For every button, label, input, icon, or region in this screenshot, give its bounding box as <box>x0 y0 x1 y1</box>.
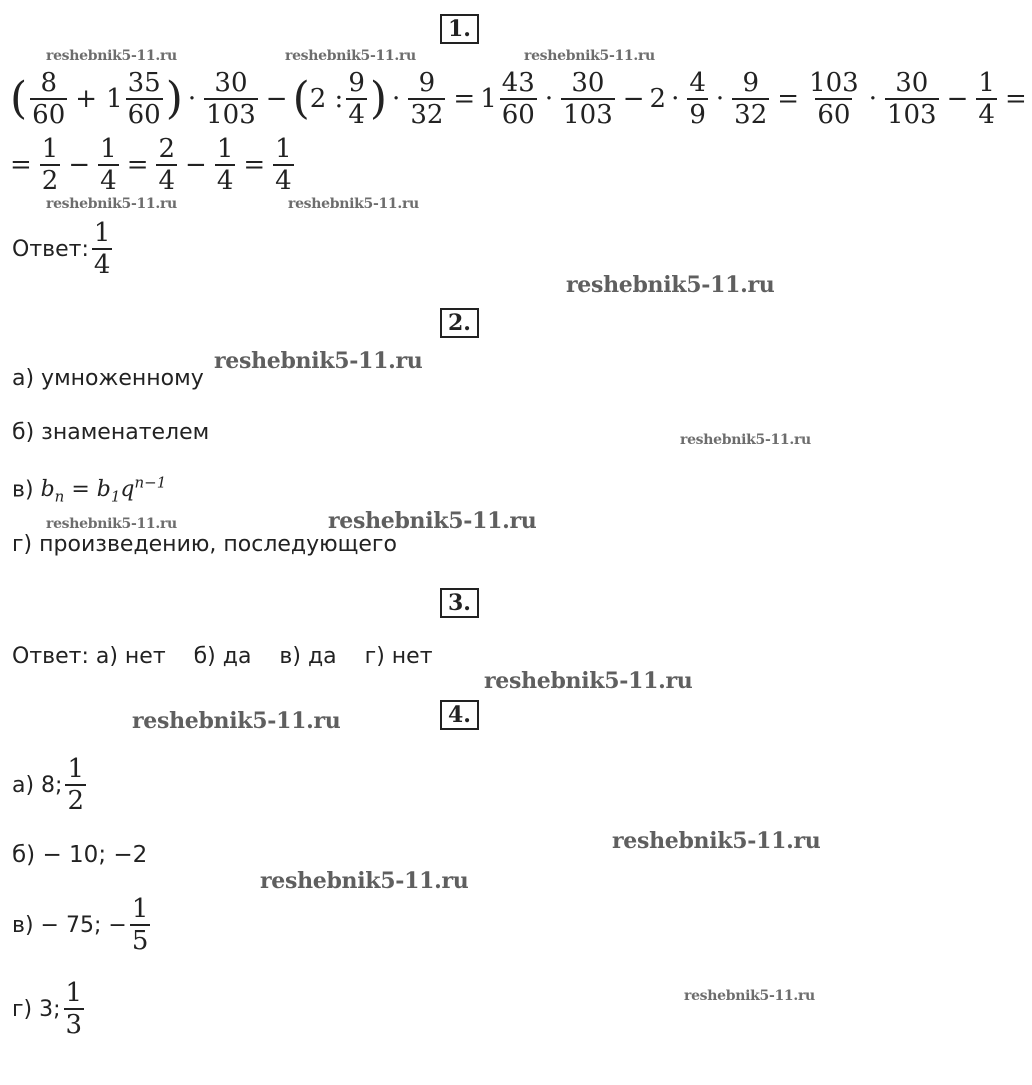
watermark: reshebnik5-11.ru <box>214 348 423 374</box>
task1-answer: Ответ: $\frac{1}{4}$ <box>12 218 111 280</box>
watermark: reshebnik5-11.ru <box>285 48 416 64</box>
watermark: reshebnik5-11.ru <box>684 988 815 1004</box>
task1-expression-line1: ( $\frac{8}{60}$ + 1 $\frac{35}{60}$ ) · $\frac{30}{103}$ − ( 2 : $\frac{9}{4}$ ) · $\frac{9}{32}$ = 1 $\frac{43}{60}$ · $\frac{30}{103}$ − 2 · $\frac{4}{9}$ · $\frac{9}{32}$ = $\frac{103}{60}$ · $\frac{30}{103}$ − $\frac{1}{4}$ = <box>10 68 1027 130</box>
watermark: reshebnik5-11.ru <box>132 708 341 734</box>
task2-item-v: в) $b_n = b_1q^{n-1}$ <box>12 474 167 506</box>
watermark: reshebnik5-11.ru <box>260 868 469 894</box>
watermark: reshebnik5-11.ru <box>566 272 775 298</box>
task4-item-a-label: а) 8; <box>12 772 63 798</box>
task4-item-v: в) − 75; − $\frac{1}{5}$ <box>12 894 149 956</box>
task4-item-v-label: в) − 75; − <box>12 912 127 938</box>
task4-item-g-label: г) 3; <box>12 996 61 1022</box>
watermark: reshebnik5-11.ru <box>680 432 811 448</box>
task2-item-v-label: в) <box>12 477 34 503</box>
watermark: reshebnik5-11.ru <box>612 828 821 854</box>
task-number-1: 1. <box>440 14 479 44</box>
task-number-4: 4. <box>440 700 479 730</box>
watermark: reshebnik5-11.ru <box>46 196 177 212</box>
task2-item-g: г) произведению, последующего <box>12 532 397 557</box>
watermark: reshebnik5-11.ru <box>46 48 177 64</box>
watermark: reshebnik5-11.ru <box>46 516 177 532</box>
task4-item-a: а) 8; $\frac{1}{2}$ <box>12 754 85 816</box>
answer-label: Ответ: <box>12 236 89 262</box>
watermark: reshebnik5-11.ru <box>524 48 655 64</box>
task2-item-b: б) знаменателем <box>12 420 210 445</box>
task2-item-a: а) умноженному <box>12 366 204 391</box>
task3-answer: Ответ: а) нет б) да в) да г) нет <box>12 644 433 669</box>
task-number-3: 3. <box>440 588 479 618</box>
watermark: reshebnik5-11.ru <box>288 196 419 212</box>
task-number-2: 2. <box>440 308 479 338</box>
task1-expression-line2: = $\frac{1}{2}$ − $\frac{1}{4}$ = $\frac{2}{4}$ − $\frac{1}{4}$ = $\frac{1}{4}$ <box>10 134 292 196</box>
watermark: reshebnik5-11.ru <box>328 508 537 534</box>
watermark: reshebnik5-11.ru <box>484 668 693 694</box>
task4-item-g: г) 3; $\frac{1}{3}$ <box>12 978 83 1040</box>
task4-item-b: б) − 10; −2 <box>12 842 148 868</box>
